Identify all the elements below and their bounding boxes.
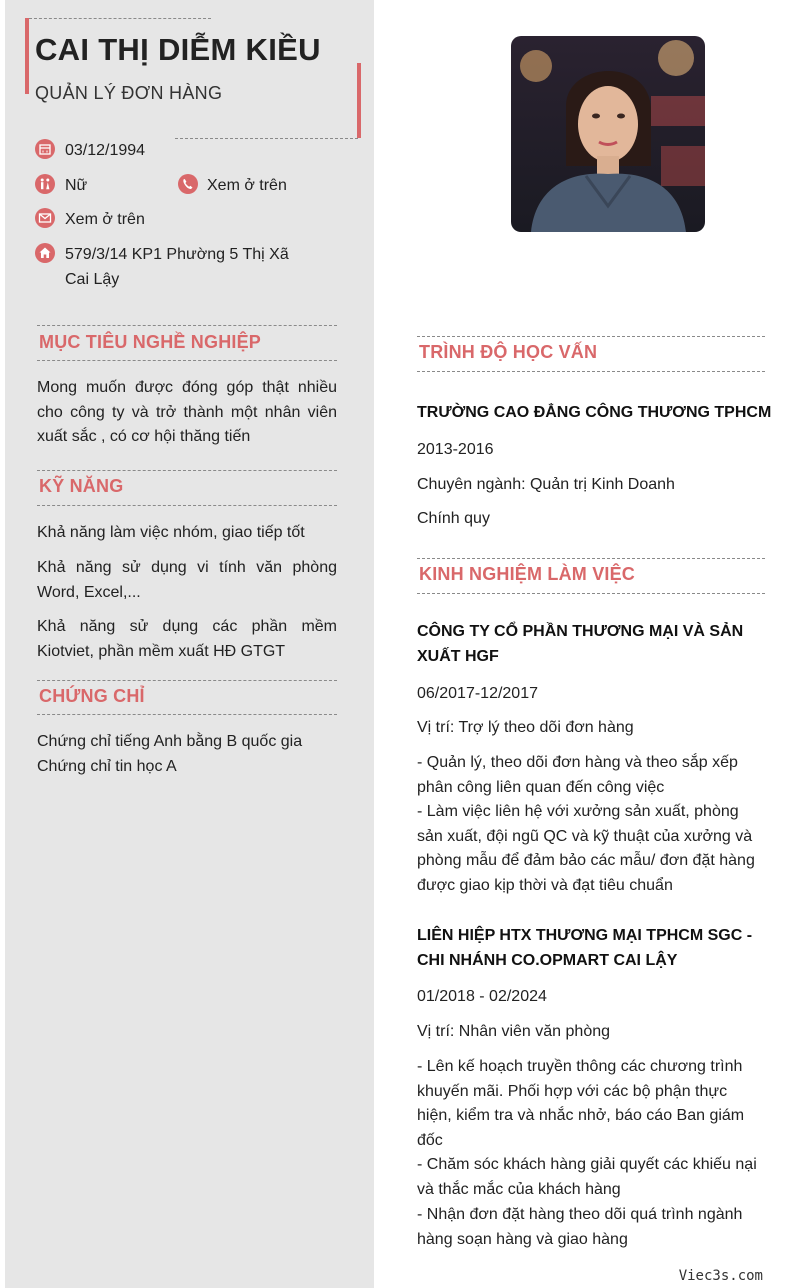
- job-duty: - Chăm sóc khách hàng giải quyết các khiếu nại và thắc mắc của khách hàng: [417, 1156, 757, 1198]
- header-dashed-bottom: [175, 138, 358, 139]
- divider: [417, 558, 765, 559]
- job-duty: - Làm việc liên hệ với xưởng sản xuất, phòng sản xuất, đội ngũ QC và kỹ thuật của xưởng và phòng mẫu để đảm bảo các mẫu/ đơn đặt hàng được giao kịp thời và đạt tiêu chuẩn: [417, 803, 755, 894]
- divider: [417, 371, 765, 372]
- job-company: LIÊN HIỆP HTX THƯƠNG MẠI TPHCM SGC - CHI NHÁNH CO.OPMART CAI LẬY: [417, 927, 753, 969]
- education-major: Chuyên ngành: Quản trị Kinh Doanh: [417, 476, 675, 493]
- gender-icon: [35, 174, 55, 194]
- home-icon: [35, 243, 55, 263]
- email-value: Xem ở trên: [65, 211, 145, 228]
- calendar-icon: [35, 139, 55, 159]
- divider: [37, 360, 337, 361]
- job-period: 01/2018 - 02/2024: [417, 988, 547, 1005]
- birthday-value: 03/12/1994: [65, 142, 146, 159]
- divider: [417, 593, 765, 594]
- objective-text: Mong muốn được đóng góp thật nhiều cho công ty và trở thành một nhân viên xuất sắc , có cơ hội thăng tiến: [37, 379, 337, 445]
- job-duty: - Nhận đơn đặt hàng theo dõi quá trình ngành hàng soạn hàng và giao hàng: [417, 1206, 743, 1248]
- header-accent-bar-right: [357, 63, 361, 138]
- header-dashed-top: [29, 18, 211, 19]
- address-value: 579/3/14 KP1 Phường 5 Thị Xã Cai Lậy: [65, 246, 289, 288]
- candidate-title: QUẢN LÝ ĐƠN HÀNG: [35, 83, 223, 103]
- candidate-name: CAI THỊ DIỄM KIỀU: [35, 32, 321, 67]
- divider: [37, 470, 337, 471]
- divider: [37, 325, 337, 326]
- job-company: CÔNG TY CỔ PHẦN THƯƠNG MẠI VÀ SẢN XUẤT HGF: [417, 623, 744, 665]
- divider: [37, 505, 337, 506]
- phone-icon: [178, 174, 198, 194]
- education-school: TRƯỜNG CAO ĐẲNG CÔNG THƯƠNG TPHCM: [417, 404, 772, 421]
- header-accent-bar-left: [25, 18, 29, 94]
- profile-photo: [511, 36, 705, 232]
- experience-heading: KINH NGHIỆM LÀM VIỆC: [419, 564, 636, 584]
- job-position: Vị trí: Trợ lý theo dõi đơn hàng: [417, 719, 634, 736]
- divider: [37, 714, 337, 715]
- education-period: 2013-2016: [417, 441, 494, 458]
- skills-heading: KỸ NĂNG: [39, 476, 124, 496]
- divider: [37, 680, 337, 681]
- skill-item: Khả năng sử dụng các phần mềm Kiotviet, phần mềm xuất HĐ GTGT: [37, 618, 337, 660]
- job-period: 06/2017-12/2017: [417, 685, 538, 702]
- email-icon: [35, 208, 55, 228]
- certificate-item: Chứng chỉ tin học A: [37, 758, 177, 775]
- gender-value: Nữ: [65, 177, 88, 194]
- education-heading: TRÌNH ĐỘ HỌC VẤN: [419, 342, 598, 362]
- certificate-item: Chứng chỉ tiếng Anh bằng B quốc gia: [37, 733, 303, 750]
- divider: [417, 336, 765, 337]
- skill-item: Khả năng làm việc nhóm, giao tiếp tốt: [37, 524, 305, 541]
- job-duty: - Quản lý, theo dõi đơn hàng và theo sắp xếp phân công liên quan đến công việc: [417, 754, 738, 796]
- certificates-heading: CHỨNG CHỈ: [39, 686, 145, 706]
- job-duty: - Lên kế hoạch truyền thông các chương trình khuyến mãi. Phối hợp với các bộ phận thực hiện, kiểm tra và nhắc nhở, báo cáo Ban giám đốc: [417, 1058, 745, 1149]
- job-position: Vị trí: Nhân viên văn phòng: [417, 1023, 611, 1040]
- skill-item: Khả năng sử dụng vi tính văn phòng Word, Excel,...: [37, 559, 337, 601]
- phone-value: Xem ở trên: [207, 177, 287, 194]
- education-type: Chính quy: [417, 510, 490, 527]
- objective-heading: MỤC TIÊU NGHỀ NGHIỆP: [39, 332, 262, 352]
- watermark: Viec3s.com: [678, 1268, 763, 1284]
